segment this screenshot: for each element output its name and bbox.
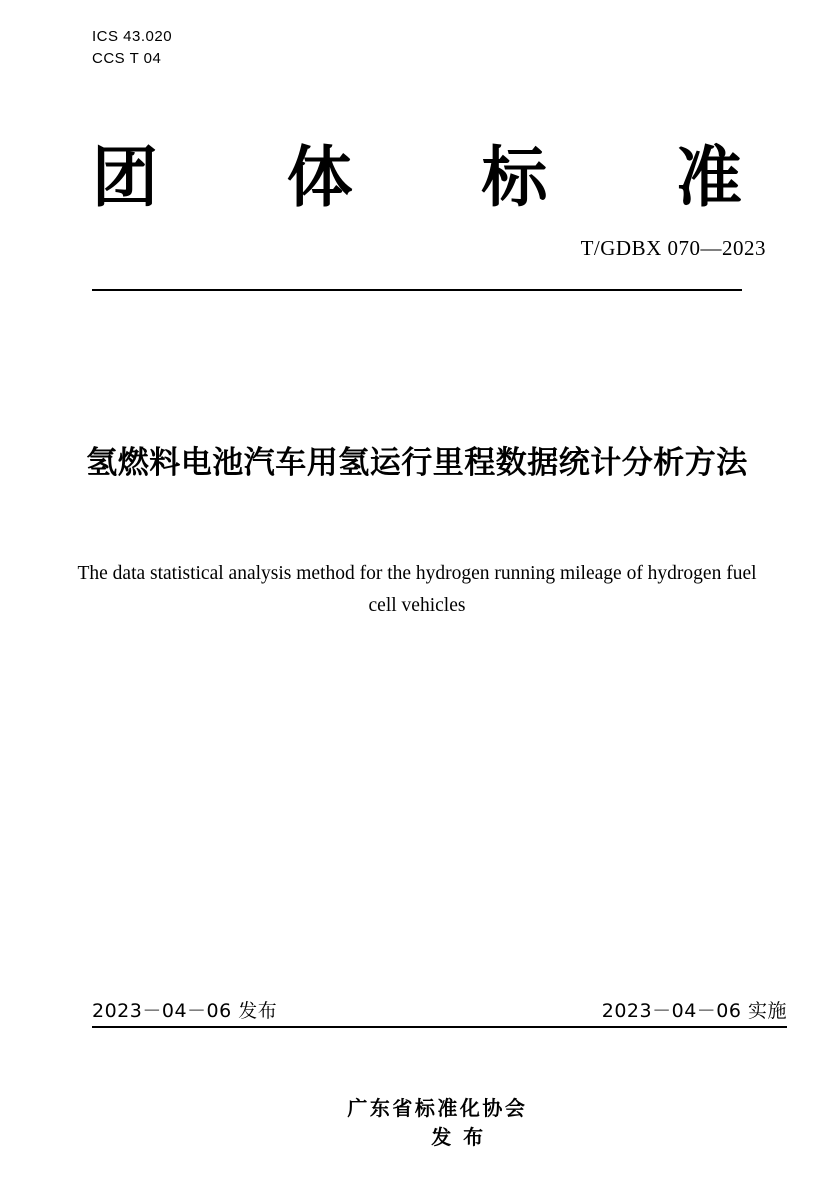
document-title-chinese: 氢燃料电池汽车用氢运行里程数据统计分析方法	[86, 445, 748, 481]
document-type-heading	[92, 140, 742, 216]
publisher-name: 广东省标准化协会	[347, 1096, 528, 1120]
heading-char-3: 标	[481, 139, 548, 216]
ccs-code: CCS T 04	[92, 50, 162, 67]
footer-divider	[92, 1026, 787, 1028]
heading-char-2: 体	[286, 139, 353, 216]
publisher-row	[92, 1068, 787, 1174]
implementation-date: 2023－04－06 实施	[601, 1000, 787, 1022]
standard-number: T/GDBX 070—2023	[580, 236, 766, 260]
classification-codes	[92, 26, 172, 70]
document-title-english: The data statistical analysis method for the hydrogen running mileage of hydrogen fuel cell vehicles	[77, 563, 757, 616]
header-divider	[92, 289, 742, 291]
heading-char-4: 准	[675, 139, 742, 216]
issue-date: 2023－04－06 发布	[92, 1000, 278, 1022]
publish-label: 发 布	[431, 1125, 486, 1149]
dates-row	[92, 996, 787, 1023]
heading-char-1: 团	[92, 139, 158, 216]
ics-code: ICS 43.020	[92, 28, 173, 45]
